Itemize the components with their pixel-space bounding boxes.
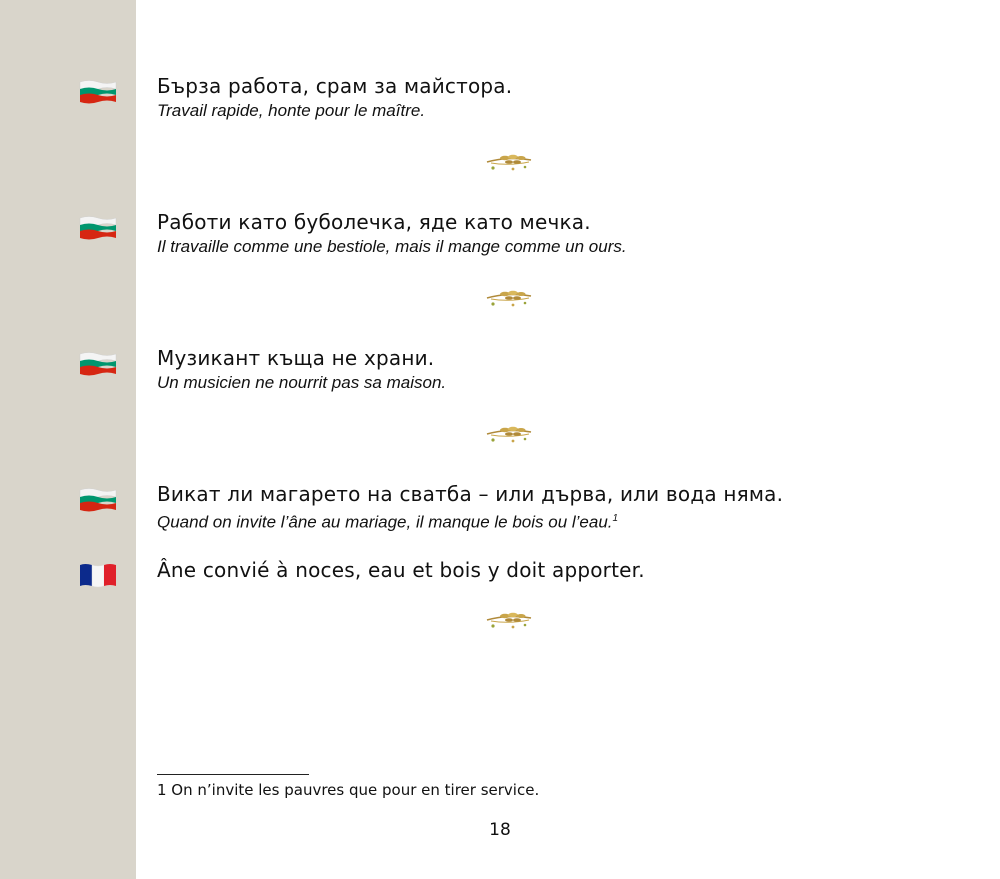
bulgarian-flag-icon [79,486,117,512]
translation-fr-3: Un musicien ne nourrit pas sa maison. [157,373,447,392]
bulgarian-flag-icon [79,78,117,104]
translation-text: Quand on invite l’âne au mariage, il manque le bois ou l’eau. [157,512,613,532]
translation-fr-2: Il travaille comme une bestiole, mais il mange comme un ours. [157,237,627,256]
wheat-ornament-icon [483,420,535,446]
proverb-bg-4: Викат ли магарето на сватба – или дърва, или вода няма. [157,482,784,506]
wheat-ornament-icon [483,148,535,174]
french-flag-icon [79,562,117,588]
proverb-bg-2: Работи като буболечка, яде като мечка. [157,210,591,234]
bulgarian-flag-icon [79,214,117,240]
footnote-ref: 1 [612,513,619,524]
wheat-ornament-icon [483,284,535,310]
bulgarian-flag-icon [79,350,117,376]
wheat-ornament-icon [483,606,535,632]
proverb-fr-5: Âne convié à noces, eau et bois y doit apporter. [157,558,645,582]
left-margin-band [0,0,136,879]
page-number: 18 [489,820,511,840]
translation-fr-4 [157,509,618,533]
proverb-bg-1: Бърза работа, срам за майстора. [157,74,513,98]
footnote-divider [157,774,309,775]
footnote: 1 On n’invite les pauvres que pour en tirer service. [157,781,540,799]
translation-fr-1: Travail rapide, honte pour le maître. [157,101,426,120]
proverb-bg-3: Музикант къща не храни. [157,346,435,370]
